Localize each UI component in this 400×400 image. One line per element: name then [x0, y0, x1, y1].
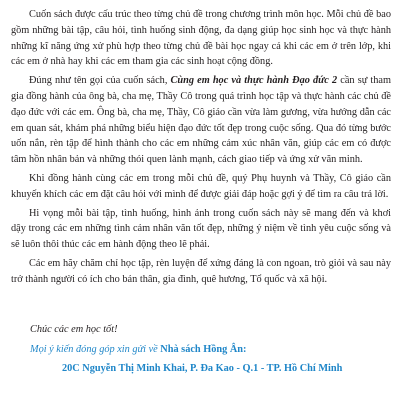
paragraph-text: Đúng như tên gọi của cuốn sách,: [29, 75, 171, 87]
publisher-address: 20C Nguyễn Thị Minh Khai, P. Đa Kao - Q.1 - TP. Hồ Chí Minh: [62, 363, 343, 374]
paragraph-accompaniment: [11, 73, 391, 168]
publisher-name: Nhà sách Hồng Ân:: [160, 344, 247, 355]
paragraph-encouragement: Các em hãy chăm chỉ học tập, rèn luyện để xứng đáng là con ngoan, trò giỏi và sau này trở thành người có ích cho bản thân, gia đình, quê hương, Tổ quốc và xã hội.: [11, 257, 391, 285]
cut-off-header-line: [0, 0, 400, 6]
paragraph-hope: Hi vọng mỗi bài tập, tình huống, hình ảnh trong cuốn sách này sẽ mang đến và khơi dậy trong các em những tình cảm nhân văn tốt đẹp, những ý niệm về tình yêu cuộc sống và sẽ luôn thôi thúc các em hành động theo lẽ phải.: [11, 207, 391, 251]
closing-wish: Chúc các em học tốt!: [30, 324, 118, 335]
contact-lead: Mọi ý kiến đóng góp xin gửi về: [30, 344, 161, 355]
contact-line: [30, 344, 246, 355]
book-title: Cùng em học và thực hành Đạo đức 2: [170, 75, 338, 87]
paragraph-structure: Cuốn sách được cấu trúc theo từng chủ đề trong chương trình môn học. Mỗi chủ đề bao gồm những bài tập, câu hỏi, tình huống sinh động, đa dạng giúp học sinh học và thực hành những kĩ năng ứng xử phù hợp theo từng chủ đề bài học ngay cả khi các em ở trên lớp, khi các em ở nhà hay khi các em tham gia các sinh hoạt cộng đồng.: [11, 9, 391, 68]
paragraph-questions: Khi đồng hành cùng các em trong mỗi chủ đề, quý Phụ huynh và Thầy, Cô giáo cần khuyến khích các em đặt câu hỏi với mình để được giải đáp hoặc gợi ý để tìm ra câu trả lời.: [11, 172, 391, 200]
paragraph-text: cần sự tham gia đồng hành của ông bà, cha mẹ, Thầy Cô trong quá trình học tập và thực hành các chủ đề đạo đức với các em. Ông bà, cha mẹ, Thầy, Cô giáo cần vừa làm gương, vừa hướng dẫn các em quan sát, khám phá những biểu hiện đạo đức tốt đẹp trong cuộc sống. Qua đó từng bước uốn nắn, rèn tập để hình thành cho các em những cảm xúc nhân văn, giúp các em có được tâm hồn nhân bản và những thói quen lành mạnh, cách giao tiếp và ứng xử văn minh.: [11, 75, 391, 166]
body-text: [11, 7, 391, 288]
